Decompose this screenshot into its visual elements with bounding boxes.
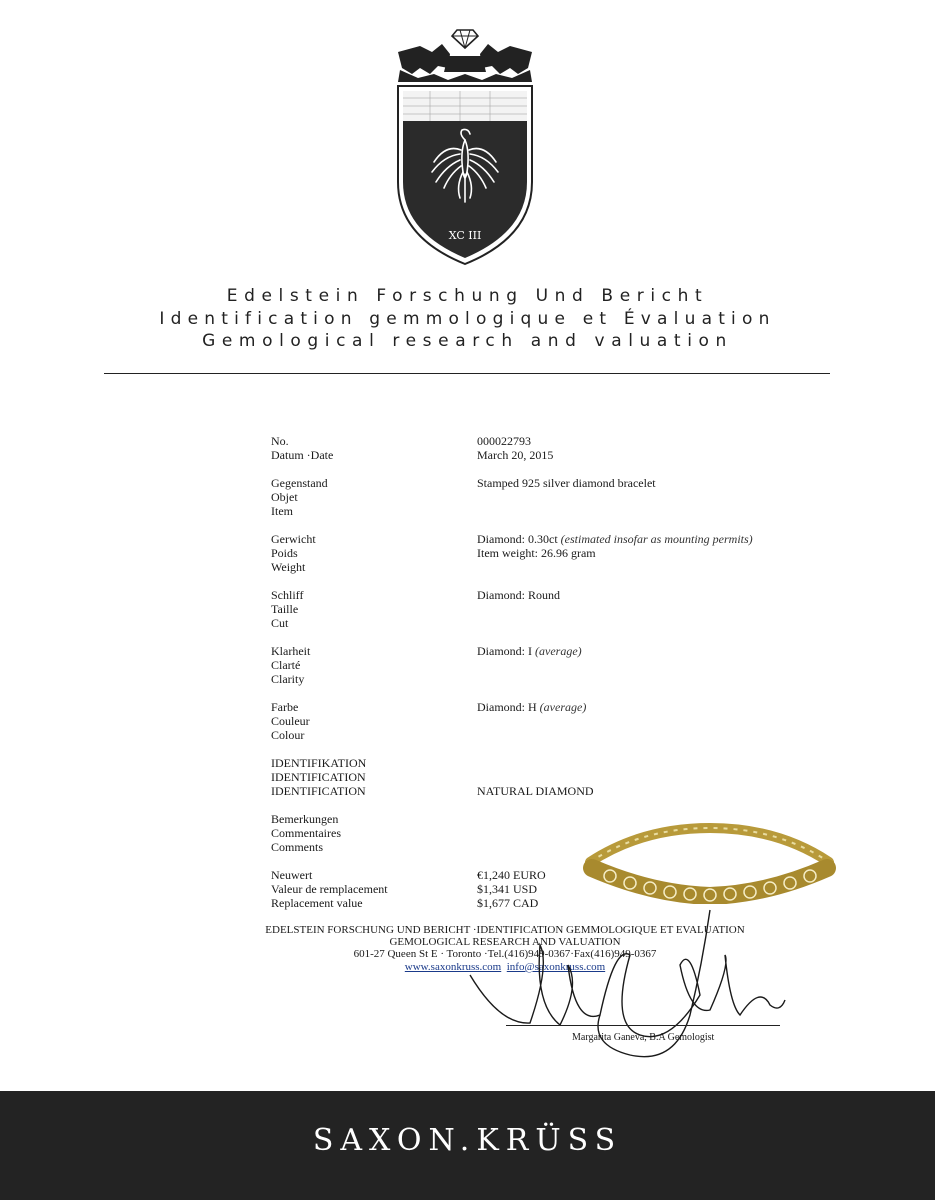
clarity-value: Diamond: I (477, 644, 532, 658)
signatory-name: Margarita Ganeva, B.A Gemologist (572, 1032, 715, 1043)
value-label-de: Neuwert (271, 868, 313, 882)
crest-emblem (390, 22, 540, 272)
colour-value: Diamond: H (477, 700, 537, 714)
cut-label-de: Schliff (271, 588, 304, 602)
website-link[interactable]: www.saxonkruss.com (404, 961, 502, 973)
signature-line (506, 1025, 780, 1026)
cut-value: Diamond: Round (477, 588, 560, 602)
footer-company: EDELSTEIN FORSCHUNG UND BERICHT ·IDENTIFICATION GEMMOLOGIQUE ET EVALUATION (265, 924, 745, 936)
weight-label-de: Gerwicht (271, 532, 316, 546)
bracelet-photo (582, 822, 837, 904)
clarity-label-de: Klarheit (271, 644, 311, 658)
clarity-note: (average) (535, 644, 582, 658)
clarity-label-fr: Clarté (271, 658, 301, 672)
clarity-line (477, 644, 582, 658)
value-usd: $1,341 USD (477, 882, 538, 896)
diamond-icon (452, 30, 478, 48)
value-cad: $1,677 CAD (477, 896, 539, 910)
cut-label-en: Cut (271, 616, 289, 630)
colour-label-en: Colour (271, 728, 305, 742)
footer-company-2: GEMOLOGICAL RESEARCH AND VALUATION (389, 936, 621, 948)
header-french: Identification gemmologique et Évaluation (159, 309, 776, 329)
item-label-fr: Objet (271, 490, 298, 504)
number-label: No. (271, 434, 289, 448)
weight-diamond (477, 532, 753, 546)
item-value: Stamped 925 silver diamond bracelet (477, 476, 656, 490)
colour-label-de: Farbe (271, 700, 299, 714)
clarity-label-en: Clarity (271, 672, 305, 686)
colour-note: (average) (539, 700, 587, 714)
number-value: 000022793 (477, 434, 531, 448)
mantling-icon (398, 44, 532, 82)
email-link[interactable]: info@saxonkruss.com (506, 961, 606, 973)
identification-value: NATURAL DIAMOND (477, 784, 594, 798)
comments-label-de: Bemerkungen (271, 812, 339, 826)
signature (440, 905, 790, 1075)
identification-label-fr: IDENTIFICATION (271, 770, 366, 784)
cut-label-fr: Taille (271, 602, 299, 616)
item-label-de: Gegenstand (271, 476, 328, 490)
date-value: March 20, 2015 (477, 448, 554, 462)
value-euro: €1,240 EURO (477, 868, 546, 882)
header-english: Gemological research and valuation (202, 331, 733, 351)
date-label: Datum ·Date (271, 448, 334, 462)
colour-line (477, 700, 586, 714)
value-label-fr: Valeur de remplacement (271, 882, 388, 896)
comments-label-fr: Commentaires (271, 826, 341, 840)
weight-item-value: Item weight: 26.96 gram (477, 546, 596, 560)
weight-label-en: Weight (271, 560, 306, 574)
comments-label-en: Comments (271, 840, 324, 854)
colour-label-fr: Couleur (271, 714, 310, 728)
identification-label-de: IDENTIFIKATION (271, 756, 367, 770)
header-german: Edelstein Forschung Und Bericht (226, 286, 709, 306)
brand-name: SAXON.KRÜSS (312, 1123, 623, 1158)
identification-label-en: IDENTIFICATION (271, 784, 366, 798)
footer-address: 601-27 Queen St E · Toronto ·Tel.(416)949-0367·Fax(416)949-0367 (353, 948, 657, 960)
weight-note: (estimated insofar as mounting permits) (560, 532, 753, 546)
weight-label-fr: Poids (271, 546, 298, 560)
crest-motto: XC III (448, 229, 482, 242)
item-label-en: Item (271, 504, 293, 518)
value-label-en: Replacement value (271, 896, 363, 910)
weight-diamond-value: Diamond: 0.30ct (477, 532, 558, 546)
header-divider (104, 373, 830, 374)
